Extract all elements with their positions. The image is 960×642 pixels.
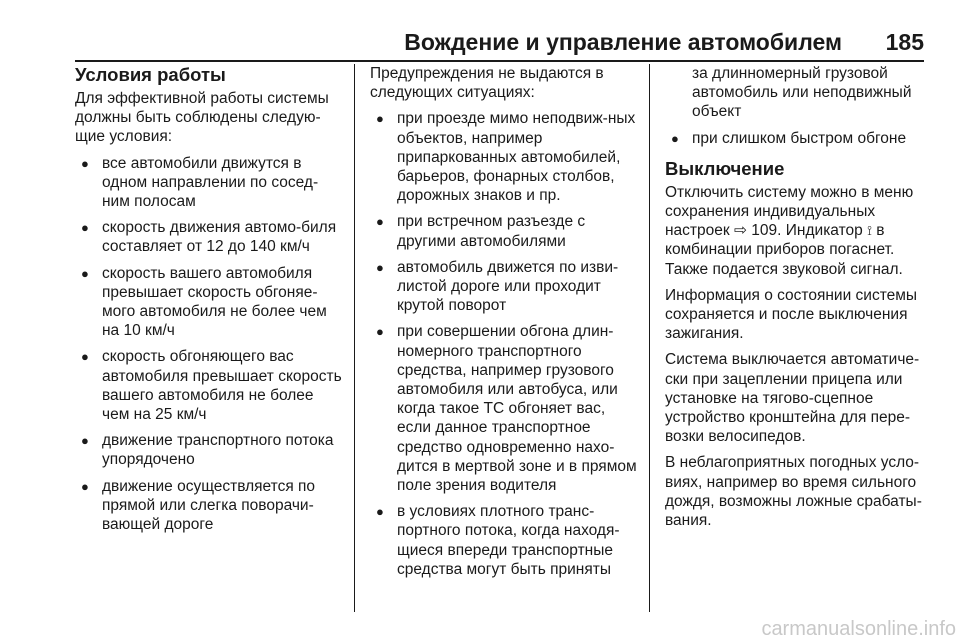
list-item: ● автомобиль движется по изви-листой дороге или проходит крутой поворот xyxy=(376,258,619,315)
list-item: ● при слишком быстром обгоне xyxy=(671,129,907,147)
column-divider xyxy=(354,64,355,612)
side-blind-zone-indicator-icon: ⟟ xyxy=(867,223,872,239)
column-1 xyxy=(75,64,345,541)
paragraph: Для эффективной работы системы должны быть соблюдены следую-щие условия: xyxy=(75,90,329,146)
list-item: ● скорость вашего автомобиля превышает скорость обгоняе-мого автомобиля не более чем на 10 км/ч xyxy=(81,264,327,340)
watermark: carmanualsonline.info xyxy=(761,618,956,640)
list-item: ● скорость обгоняющего вас автомобиля превышает скорость вашего автомобиля не более чем на 25 км/ч xyxy=(81,348,342,424)
header-rule xyxy=(75,60,924,62)
column-3 xyxy=(665,64,929,537)
page-number: 185 xyxy=(885,29,924,55)
paragraph: Информация о состоянии системы сохраняется и после выключения зажигания. xyxy=(665,286,918,343)
bullet-icon: ● xyxy=(376,324,384,340)
bullet-icon: ● xyxy=(671,130,679,146)
page-header xyxy=(0,0,960,60)
paragraph: В неблагоприятных погодных усло-виях, например во время сильного дождя, возможны ложные срабаты-вания. xyxy=(665,454,922,530)
page-reference-link[interactable]: 109 xyxy=(751,222,778,240)
list-item: ● при совершении обгона длин-номерного транспортного средства, например грузового автомобиля или автобуса, или когда такое ТС обгоняет вас, если данное транспортное средство одновременно нахо-дится в мертвой зоне и в прямом поле зрения водителя xyxy=(376,323,637,495)
bullet-list xyxy=(370,109,638,579)
bullet-icon: ● xyxy=(81,155,89,171)
bullet-icon: ● xyxy=(376,259,384,275)
bullet-list xyxy=(665,129,929,148)
list-item: ● скорость движения автомо-биля составляет от 12 до 140 км/ч xyxy=(81,219,337,256)
bullet-icon: ● xyxy=(376,111,384,127)
column-2 xyxy=(370,64,638,586)
list-item-continuation: за длинномерный грузовой автомобиль или неподвижный объект xyxy=(692,65,912,121)
bullet-icon: ● xyxy=(81,220,89,236)
section-heading-shutdown: Выключение xyxy=(665,157,785,179)
bullet-icon: ● xyxy=(81,433,89,449)
bullet-icon: ● xyxy=(81,478,89,494)
list-item: ● движение осуществляется по прямой или слегка поворачи-вающей дороге xyxy=(81,477,316,534)
page-reference-arrow-icon: ⇨ xyxy=(733,222,747,240)
list-item: ● все автомобили движутся в одном направлении по сосед-ним полосам xyxy=(81,154,319,211)
bullet-list xyxy=(75,154,345,535)
section-heading-conditions: Условия работы xyxy=(75,64,226,85)
bullet-icon: ● xyxy=(376,214,384,230)
bullet-icon: ● xyxy=(81,265,89,281)
list-item: ● движение транспортного потока упорядочено xyxy=(81,432,334,469)
bullet-icon: ● xyxy=(376,504,384,520)
paragraph: Отключить систему можно в меню сохранения индивидуальных настроек ⇨ 109. Индикатор ⟟ в комбинации приборов погаснет. Также подается звуковой сигнал. xyxy=(665,183,914,278)
list-item: ● при встречном разъезде с другими автомобилями xyxy=(376,213,586,250)
paragraph: Предупреждения не выдаются в следующих ситуациях: xyxy=(370,65,604,102)
paragraph: Система выключается автоматиче-ски при зацеплении прицепа или установке на тягово-сцепное устройство кронштейна для пере-возки велосипедов. xyxy=(665,351,920,446)
page-title: Вождение и управление автомобилем xyxy=(404,29,842,55)
list-item: ● в условиях плотного транс-портного потока, когда находя-щиеся впереди транспортные средства могут быть приняты xyxy=(376,503,620,578)
column-divider xyxy=(649,64,650,612)
list-item: ● при проезде мимо неподвиж-ных объектов, например припаркованных автомобилей, барьеров, фонарных столбов, дорожных знаков и пр. xyxy=(376,110,636,205)
bullet-icon: ● xyxy=(81,349,89,365)
